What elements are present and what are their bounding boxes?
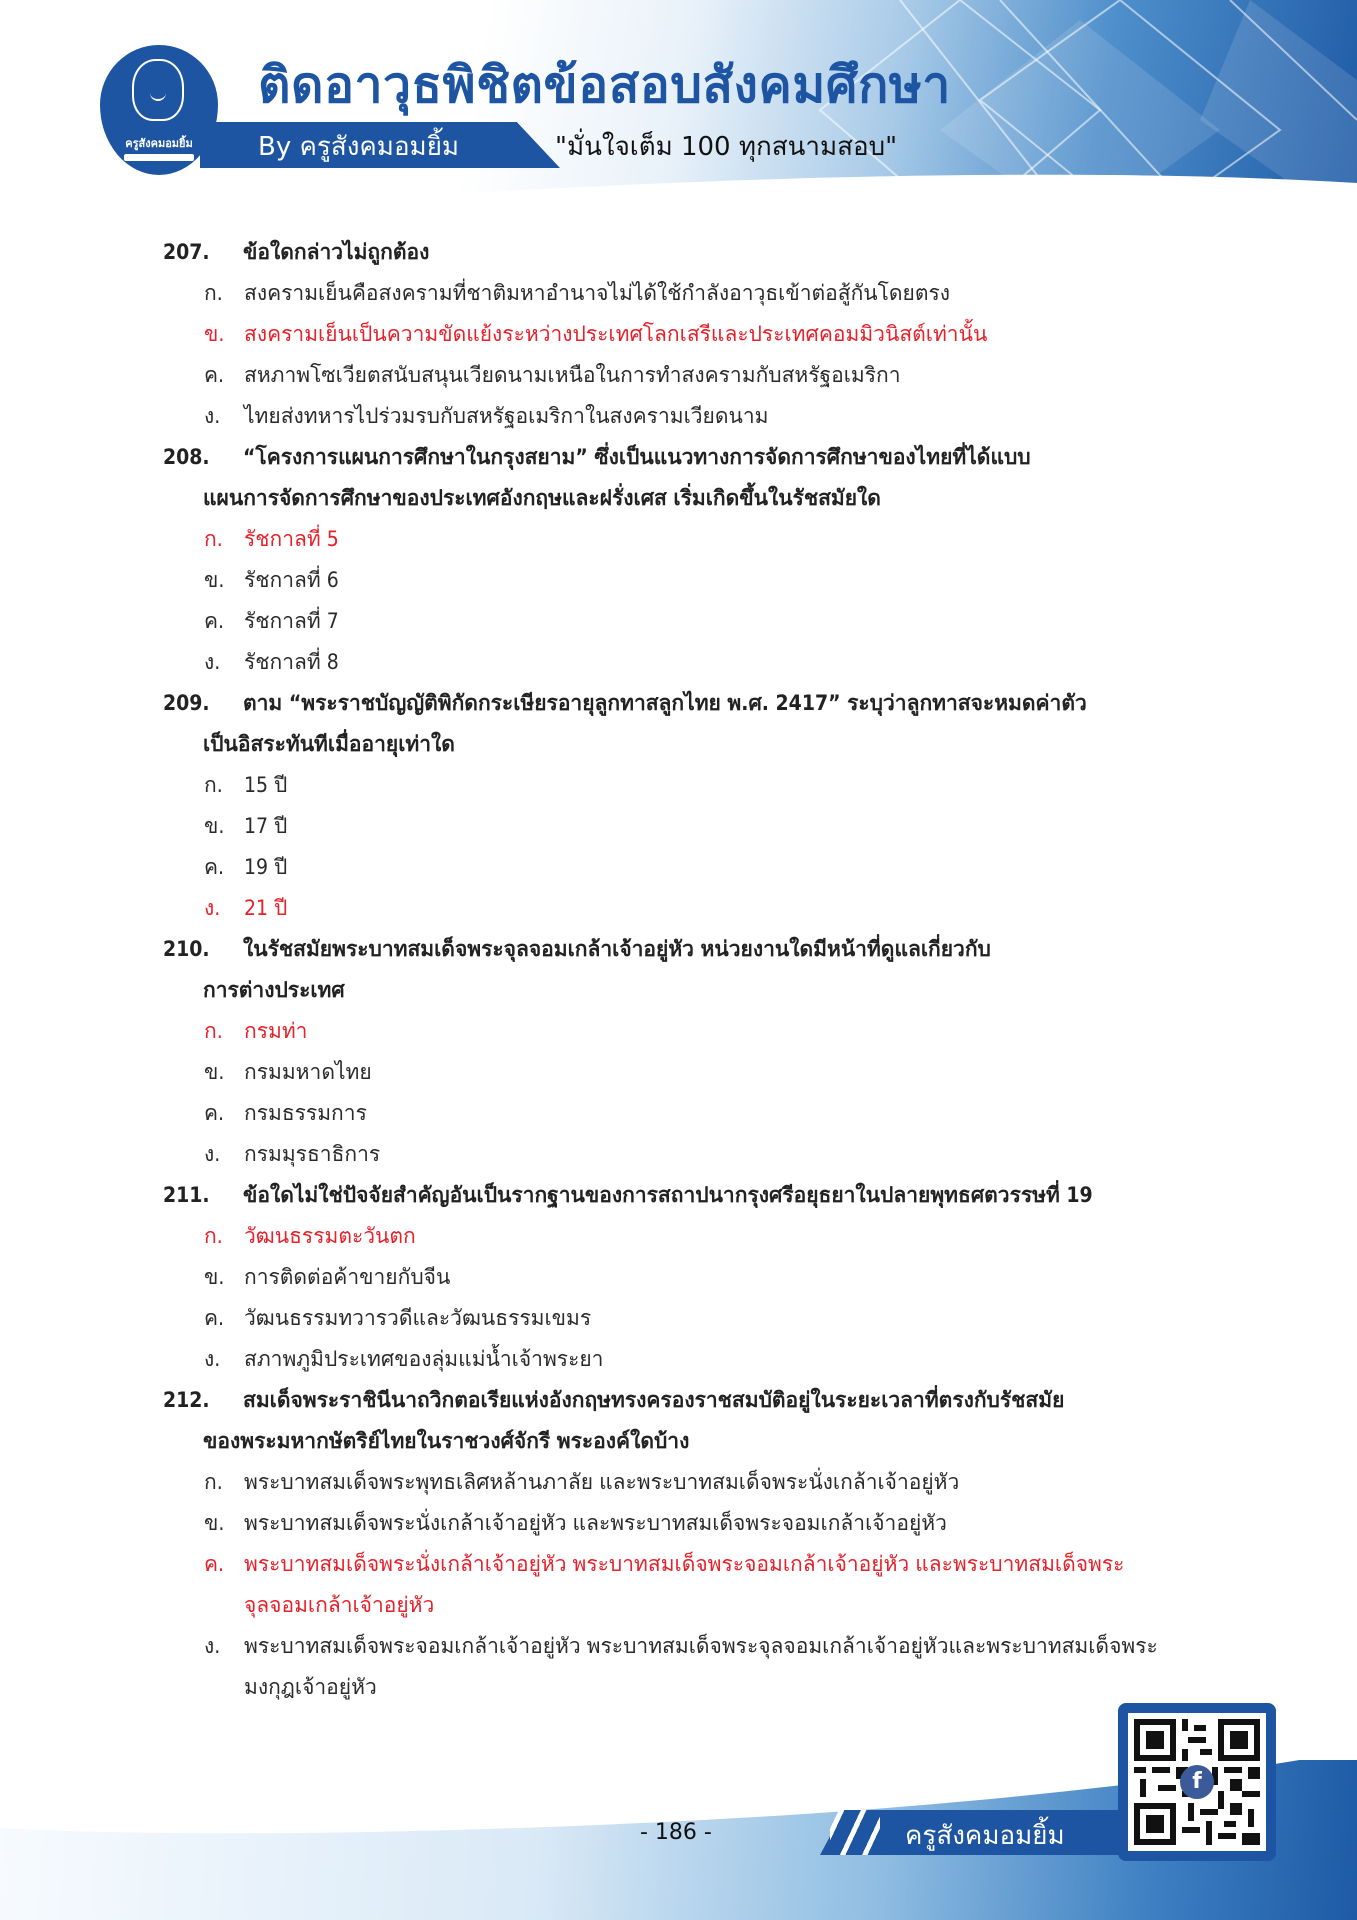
option [163, 1339, 1203, 1380]
option-correct [163, 888, 1203, 929]
question-number: 207. [163, 240, 210, 264]
question-211 [163, 1175, 1203, 1216]
option [163, 642, 1203, 683]
option-text: พระบาทสมเด็จพระพุทธเลิศหล้านภาลัย และพระบาทสมเด็จพระนั่งเกล้าเจ้าอยู่หัว [244, 1470, 960, 1494]
option-label: ง. [204, 404, 221, 428]
page-title: ติดอาวุธพิชิตข้อสอบสังคมศึกษา [258, 56, 951, 114]
question-text [203, 1380, 1203, 1462]
option-label: ข. [204, 568, 225, 592]
question-text [203, 683, 1203, 765]
option [163, 355, 1203, 396]
logo-name: ครูสังคมอมยิ้ม [125, 137, 193, 150]
question-text-line1: ในรัชสมัยพระบาทสมเด็จพระจุลจอมเกล้าเจ้าอยู่หัว หน่วยงานใดมีหน้าที่ดูแลเกี่ยวกับ [243, 937, 991, 961]
option-label: ง. [204, 1347, 221, 1371]
question-209 [163, 683, 1203, 765]
question-number: 212. [163, 1388, 210, 1412]
option-correct [163, 519, 1203, 560]
option [163, 1052, 1203, 1093]
option-text: รัชกาลที่ 6 [244, 568, 339, 592]
question-number: 209. [163, 691, 210, 715]
option-label: ง. [204, 650, 221, 674]
option-label: ข. [204, 322, 225, 346]
option-text: สภาพภูมิประเทศของลุ่มแม่น้ำเจ้าพระยา [244, 1347, 604, 1371]
option-text: กรมมุรธาธิการ [244, 1142, 381, 1166]
option [163, 273, 1203, 314]
option-label: ง. [204, 1634, 221, 1658]
option-correct [163, 1011, 1203, 1052]
option-text: สงครามเย็นคือสงครามที่ชาติมหาอำนาจไม่ได้ใช้กำลังอาวุธเข้าต่อสู้กันโดยตรง [244, 281, 951, 305]
slash-decoration-icon [830, 1810, 880, 1855]
option-text: 17 ปี [244, 814, 288, 838]
option [163, 396, 1203, 437]
question-text: ข้อใดไม่ใช่ปัจจัยสำคัญอันเป็นรากฐานของการสถาปนากรุงศรีอยุธยาในปลายพุทธศตวรรษที่ 19 [243, 1183, 1093, 1207]
slogan: "มั่นใจเต็ม 100 ทุกสนามสอบ" [555, 132, 898, 162]
option-label: ง. [204, 896, 221, 920]
option [163, 1093, 1203, 1134]
question-number: 211. [163, 1183, 210, 1207]
question-text-line2: ของพระมหากษัตริย์ไทยในราชวงศ์จักรี พระองค์ใดบ้าง [203, 1429, 690, 1453]
option [163, 765, 1203, 806]
option-text: รัชกาลที่ 5 [244, 527, 339, 551]
option-text: วัฒนธรรมตะวันตก [244, 1224, 416, 1248]
question-number: 210. [163, 937, 210, 961]
mascot-face-icon [132, 59, 184, 121]
option-correct [163, 1216, 1203, 1257]
facebook-icon: f [1180, 1765, 1214, 1799]
question-212 [163, 1380, 1203, 1462]
option-text: พระบาทสมเด็จพระจอมเกล้าเจ้าอยู่หัว พระบาทสมเด็จพระจุลจอมเกล้าเจ้าอยู่หัวและพระบาทสมเด็จพระมงกุฎเจ้าอยู่หัว [244, 1634, 1158, 1699]
question-text-line1: สมเด็จพระราชินีนาถวิกตอเรียแห่งอังกฤษทรงครองราชสมบัติอยู่ในระยะเวลาที่ตรงกับรัชสมัย [243, 1388, 1065, 1412]
question-text: ข้อใดกล่าวไม่ถูกต้อง [243, 240, 430, 264]
option-text: รัชกาลที่ 8 [244, 650, 339, 674]
brand-name: ครูสังคมอมยิ้ม [905, 1821, 1065, 1851]
option-label: ก. [204, 281, 223, 305]
option [163, 1134, 1203, 1175]
option-label: ก. [204, 1470, 223, 1494]
option [163, 601, 1203, 642]
page-number: - 186 - [640, 1820, 712, 1845]
option-text: พระบาทสมเด็จพระนั่งเกล้าเจ้าอยู่หัว และพระบาทสมเด็จพระจอมเกล้าเจ้าอยู่หัว [244, 1511, 947, 1535]
option-label: ข. [204, 1060, 225, 1084]
option [163, 1462, 1203, 1503]
option-label: ข. [204, 1265, 225, 1289]
option-label: ง. [204, 1142, 221, 1166]
option-text: กรมธรรมการ [244, 1101, 367, 1125]
question-text-line2: แผนการจัดการศึกษาของประเทศอังกฤษและฝรั่งเศส เริ่มเกิดขึ้นในรัชสมัยใด [203, 486, 881, 510]
option-text: สหภาพโซเวียตสนับสนุนเวียดนามเหนือในการทำสงครามกับสหรัฐอเมริกา [244, 363, 901, 387]
question-text [203, 437, 1203, 519]
question-text-line2: เป็นอิสระทันทีเมื่ออายุเท่าใด [203, 732, 455, 756]
option-label: ค. [204, 855, 225, 879]
option [163, 806, 1203, 847]
logo-handle [124, 154, 194, 161]
option [163, 560, 1203, 601]
option-text: รัชกาลที่ 7 [244, 609, 339, 633]
question-list [163, 232, 1203, 1708]
question-210 [163, 929, 1203, 1011]
option-text: วัฒนธรรมทวารวดีและวัฒนธรรมเขมร [244, 1306, 592, 1330]
qr-code[interactable] [1128, 1713, 1266, 1851]
option-correct [163, 1544, 1203, 1626]
option-text: กรมท่า [244, 1019, 308, 1043]
option-label: ก. [204, 1224, 223, 1248]
by-line: By ครูสังคมอมยิ้ม [258, 132, 460, 162]
question-text-line1: ตาม “พระราชบัญญัติพิกัดกระเษียรอายุลูกทาสลูกไทย พ.ศ. 2417” ระบุว่าลูกทาสจะหมดค่าตัว [243, 691, 1087, 715]
option-label: ค. [204, 609, 225, 633]
option-label: ก. [204, 773, 223, 797]
question-208 [163, 437, 1203, 519]
option-text: สงครามเย็นเป็นความขัดแย้งระหว่างประเทศโลกเสรีและประเทศคอมมิวนิสต์เท่านั้น [244, 322, 988, 346]
option-text: พระบาทสมเด็จพระนั่งเกล้าเจ้าอยู่หัว พระบาทสมเด็จพระจอมเกล้าเจ้าอยู่หัว และพระบาทสมเด็จพระจุลจอมเกล้าเจ้าอยู่หัว [244, 1552, 1125, 1617]
question-number: 208. [163, 445, 210, 469]
qr-code-frame [1118, 1703, 1276, 1861]
option [163, 1503, 1203, 1544]
question-text-line2: การต่างประเทศ [203, 978, 345, 1002]
option [163, 1257, 1203, 1298]
option [163, 847, 1203, 888]
option-text: 21 ปี [244, 896, 288, 920]
option-label: ข. [204, 1511, 225, 1535]
option-label: ข. [204, 814, 225, 838]
question-207 [163, 232, 1203, 273]
option-text: ไทยส่งทหารไปร่วมรบกับสหรัฐอเมริกาในสงครามเวียดนาม [244, 404, 769, 428]
option-text: 19 ปี [244, 855, 288, 879]
option-label: ค. [204, 1306, 225, 1330]
option-text: กรมมหาดไทย [244, 1060, 372, 1084]
option-label: ก. [204, 1019, 223, 1043]
question-text [203, 929, 1203, 1011]
option [163, 1298, 1203, 1339]
option [163, 1626, 1203, 1708]
option-label: ค. [204, 1101, 225, 1125]
question-text-line1: “โครงการแผนการศึกษาในกรุงสยาม” ซึ่งเป็นแนวทางการจัดการศึกษาของไทยที่ได้แบบ [243, 445, 1031, 469]
option-label: ค. [204, 363, 225, 387]
option-label: ค. [204, 1552, 225, 1576]
option-correct [163, 314, 1203, 355]
option-text: การติดต่อค้าขายกับจีน [244, 1265, 451, 1289]
option-label: ก. [204, 527, 223, 551]
option-text: 15 ปี [244, 773, 288, 797]
